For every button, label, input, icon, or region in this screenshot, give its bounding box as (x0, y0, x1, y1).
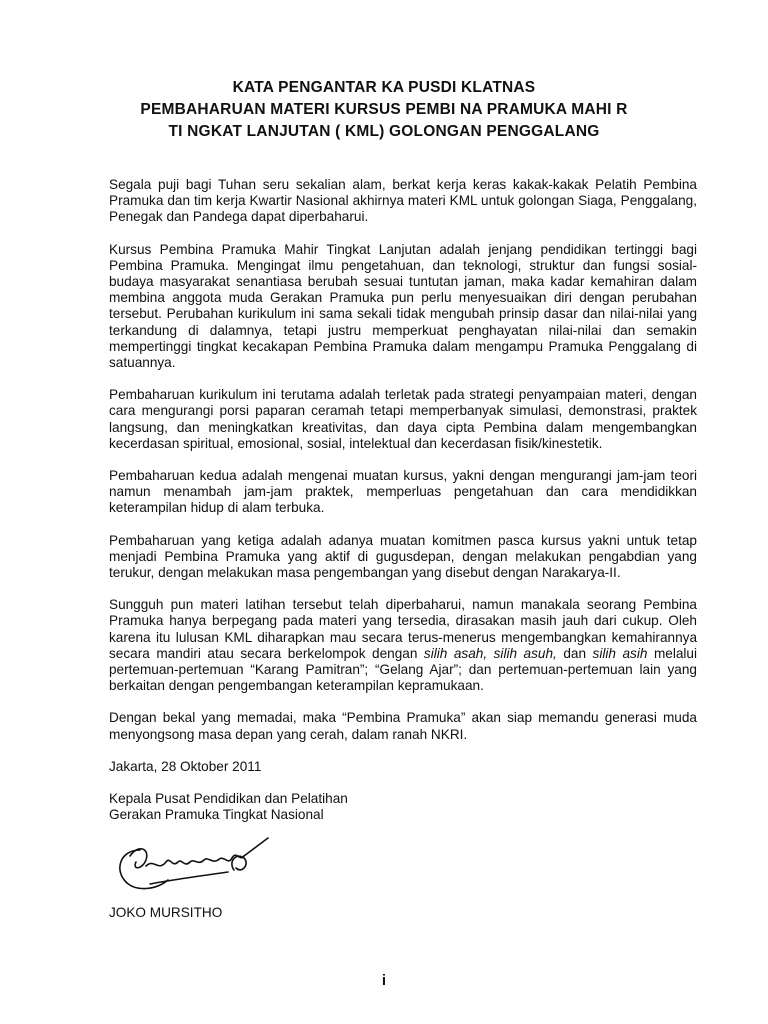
paragraph-4: Pembaharuan kedua adalah mengenai muatan kursus, yakni dengan mengurangi jam-jam teori namun menambah jam-jam praktek, memperluas pengetahuan dan cara mendidikkan keterampilan hidup di alam terbuka. (109, 468, 697, 516)
title-line-3: TI NGKAT LANJUTAN ( KML) GOLONGAN PENGGALANG (168, 123, 600, 140)
title-line-2: PEMBAHARUAN MATERI KURSUS PEMBI NA PRAMUKA MAHI R (140, 101, 628, 118)
signer-name: JOKO MURSITHO (109, 905, 223, 920)
paragraph-6-italic-2: silih asih (592, 645, 648, 661)
paragraph-5: Pembaharuan yang ketiga adalah adanya muatan komitmen pasca kursus yakni untuk tetap menjadi Pembina Pramuka yang aktif di gugusdepan, dengan melakukan pengabdian yang terukur, dengan melakukan masa pengembangan yang disebut dengan Narakarya-II. (109, 532, 697, 581)
paragraph-2: Kursus Pembina Pramuka Mahir Tingkat Lanjutan adalah jenjang pendidikan tertinggi bagi Pembina Pramuka. Mengingat ilmu pengetahuan, dan teknologi, struktur dan fungsi sosial-budaya masyarakat senantiasa berubah sesuai tuntutan jaman, maka kadar kemahiran dalam membina anggota muda Gerakan Pramuka pun perlu menyesuaikan diri dengan perubahan tersebut. Perubahan kurikulum ini sama sekali tidak mengubah prinsip dasar dan nilai-nilai yang terkandung di dalamnya, tetapi justru memperkuat penghayatan nilai-nilai dan semakin mempertinggi tingkat kecakapan Pembina Pramuka dalam mengampu Pramuka Penggalang di satuannya. (109, 241, 697, 371)
signature-image (110, 836, 270, 904)
paragraph-6-part-c: melalui pertemuan-pertemuan “Karang Pamitran”; “Gelang Ajar”; dan pertemuan-pertemuan lain yang berkaitan dengan pengembangan keterampilan kepramukaan. (109, 645, 698, 694)
paragraph-1: Segala puji bagi Tuhan seru sekalian alam, berkat kerja keras kakak-kakak Pelatih Pembina Pramuka dan tim kerja Kwartir Nasional akhirnya materi KML untuk golongan Siaga, Penggalang, Penegak dan Pandega dapat diperbaharui. (109, 177, 697, 225)
position-line-1: Kepala Pusat Pendidikan dan Pelatihan (109, 791, 348, 807)
paragraph-6-part-a: Sungguh pun materi latihan tersebut telah diperbaharui, namun manakala seorang Pembina Pramuka hanya berpegang pada materi yang tersedia, dirasakan masih jauh dari cukup. Oleh karena itu lulusan KML diharapkan mau secara terus-menerus mengembangkan kemahirannya secara mandiri atau secara berkelompok dengan (109, 597, 697, 661)
position-line-2: Gerakan Pramuka Tingkat Nasional (109, 807, 324, 823)
page-number: i (381, 972, 387, 989)
document-body (109, 177, 697, 824)
paragraph-6-part-b: dan (556, 645, 593, 661)
paragraph-6-italic-1: silih asah, silih asuh, (423, 645, 557, 661)
document-title (0, 77, 768, 143)
place-date: Jakarta, 28 Oktober 2011 (109, 758, 262, 774)
title-line-1: KATA PENGANTAR KA PUSDI KLATNAS (232, 79, 536, 96)
paragraph-6 (109, 597, 697, 694)
paragraph-3: Pembaharuan kurikulum ini terutama adalah terletak pada strategi penyampaian materi, dengan cara mengurangi porsi paparan ceramah tetapi memperbanyak simulasi, demonstrasi, praktek langsung, dan meningkatkan kreativitas, dan daya cipta Pembina dalam mengembangkan kecerdasan spiritual, emosional, sosial, intelektual dan kecerdasan fisik/kinestetik. (109, 387, 697, 451)
paragraph-7: Dengan bekal yang memadai, maka “Pembina Pramuka” akan siap memandu generasi muda menyongsong masa depan yang cerah, dalam ranah NKRI. (109, 710, 697, 742)
